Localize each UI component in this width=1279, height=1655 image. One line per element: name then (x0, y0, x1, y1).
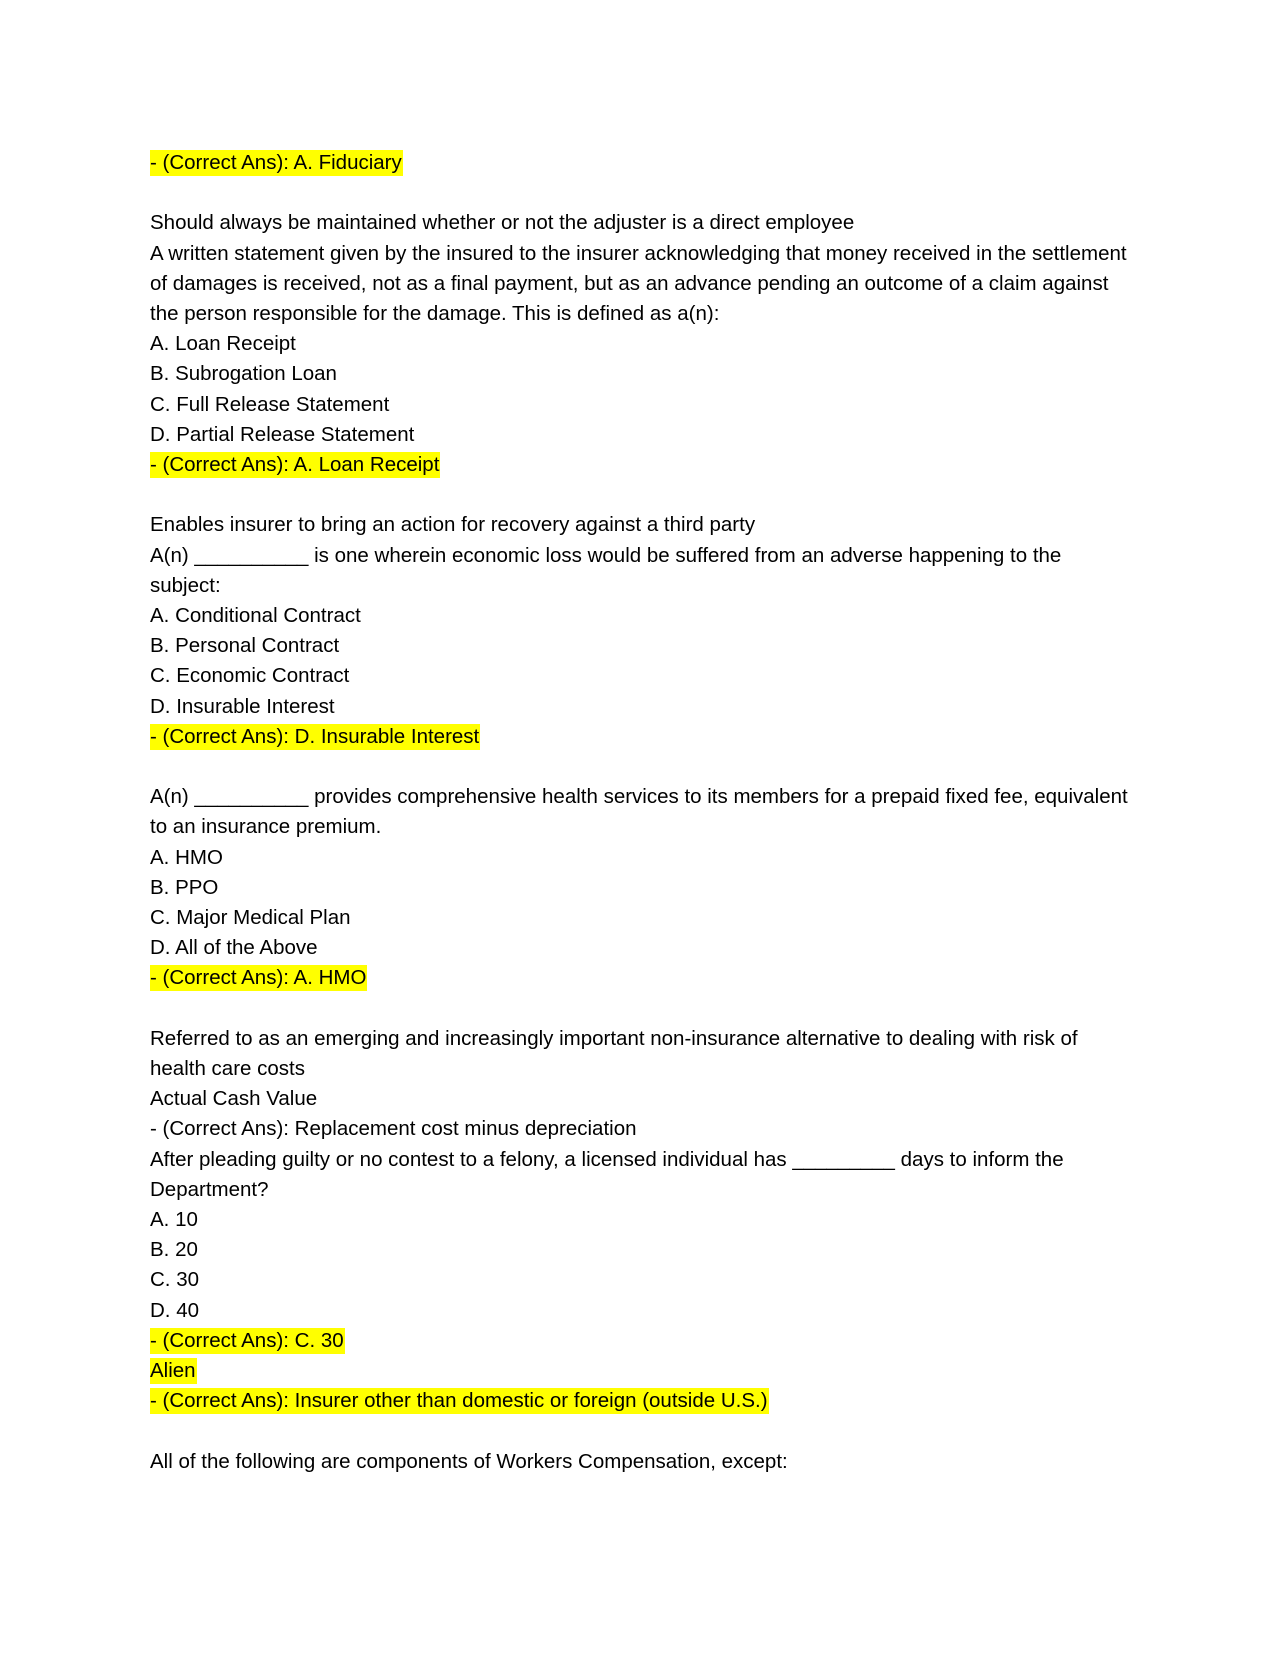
text-line: D. All of the Above (150, 936, 318, 960)
text-line: After pleading guilty or no contest to a felony, a licensed individual has _________ days to inform the Department? (150, 1147, 1064, 1201)
correct-answer-line (150, 450, 1130, 480)
text-line: B. PPO (150, 875, 219, 899)
paragraph-spacer (150, 1416, 1130, 1446)
text-line: C. Full Release Statement (150, 392, 390, 416)
text-line: All of the following are components of Workers Compensation, except: (150, 1449, 788, 1473)
text-line: A written statement given by the insured to the insurer acknowledging that money received in the settlement of damages is received, not as a final payment, but as an advance pending an outcome of a claim against the person responsible for the damage. This is defined as a(n): (150, 241, 1127, 325)
text-line: A(n) __________ is one wherein economic loss would be suffered from an adverse happening to the subject: (150, 543, 1062, 597)
text-line: A(n) __________ provides comprehensive health services to its members for a prepaid fixed fee, equivalent to an insurance premium. (150, 785, 1128, 839)
paragraph-spacer (150, 178, 1130, 208)
highlighted-answer-text: - (Correct Ans): D. Insurable Interest (150, 724, 480, 748)
text-line: D. 40 (150, 1298, 199, 1322)
text-line: B. 20 (150, 1238, 198, 1262)
text-line: Should always be maintained whether or not the adjuster is a direct employee (150, 211, 855, 235)
highlighted-answer-text: - (Correct Ans): A. Fiduciary (150, 151, 402, 174)
paragraph-spacer (150, 994, 1130, 1024)
text-line: C. Major Medical Plan (150, 906, 351, 930)
correct-answer-line (150, 1326, 1130, 1356)
text-line: A. 10 (150, 1208, 198, 1232)
correct-answer-line (150, 1356, 1130, 1386)
text-line: A. Conditional Contract (150, 604, 361, 628)
highlighted-answer-text: Alien (150, 1359, 196, 1383)
text-line: Referred to as an emerging and increasingly important non-insurance alternative to dealing with risk of health care costs (150, 1026, 1078, 1081)
highlighted-answer-text: - (Correct Ans): C. 30 (150, 1328, 344, 1352)
correct-answer-line (150, 963, 1130, 993)
text-line: C. 30 (150, 1268, 199, 1292)
correct-answer-line (150, 722, 1130, 752)
text-line: A. Loan Receipt (150, 332, 296, 356)
text-line: Actual Cash Value (150, 1087, 318, 1111)
text-line: B. Personal Contract (150, 634, 340, 658)
text-line: B. Subrogation Loan (150, 362, 337, 386)
highlighted-answer-text: - (Correct Ans): A. Loan Receipt (150, 453, 440, 477)
text-line: C. Economic Contract (150, 664, 350, 688)
correct-answer-line (150, 148, 1130, 178)
text-line: Enables insurer to bring an action for recovery against a third party (150, 513, 756, 537)
document-page (150, 148, 1130, 1477)
paragraph-spacer (150, 752, 1130, 782)
text-line: A. HMO (150, 845, 223, 869)
highlighted-answer-text: - (Correct Ans): A. HMO (150, 966, 367, 990)
paragraph-spacer (150, 480, 1130, 510)
text-line: - (Correct Ans): Replacement cost minus depreciation (150, 1117, 637, 1141)
highlighted-answer-text: - (Correct Ans): Insurer other than domestic or foreign (outside U.S.) (150, 1389, 768, 1413)
text-line: D. Partial Release Statement (150, 422, 415, 446)
correct-answer-line (150, 1386, 1130, 1416)
text-line: D. Insurable Interest (150, 694, 335, 718)
